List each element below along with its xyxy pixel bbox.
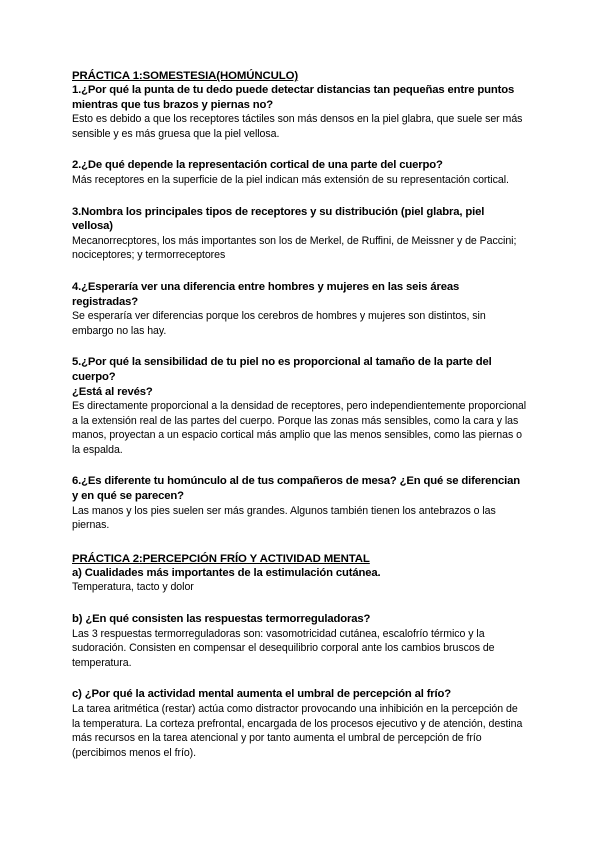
- question-5: 5.¿Por qué la sensibilidad de tu piel no es proporcional al tamaño de la parte del cuerpo?: [72, 356, 492, 383]
- question-block-c: [72, 687, 528, 760]
- answer-6: Las manos y los pies suelen ser más grandes. Algunos también tienen los antebrazos o las piernas.: [72, 504, 496, 532]
- answer-a: Temperatura, tacto y dolor: [72, 581, 194, 594]
- question-4: 4.¿Esperaría ver una diferencia entre hombres y mujeres en las seis áreas registradas?: [72, 280, 460, 308]
- answer-5: Es directamente proporcional a la densidad de receptores, pero independientemente proporcional a la extensión real de las partes del cuerpo. Porque las zonas más sensibles, como la cara y las manos, proyectan a un espacio cortical más amplio que las menos sensibles, como las piernas o la espalda.: [72, 400, 527, 456]
- practice-2-title: PRÁCTICA 2:PERCEPCIÓN FRÍO Y ACTIVIDAD MENTAL: [72, 552, 370, 565]
- question-2: 2.¿De qué depende la representación cortical de una parte del cuerpo?: [72, 159, 443, 172]
- question-block-6: [72, 474, 528, 532]
- practice-1-title: PRÁCTICA 1:SOMESTESIA(HOMÚNCULO): [72, 70, 299, 82]
- question-6: 6.¿Es diferente tu homúnculo al de tus compañeros de mesa? ¿En qué se diferencian y en qué se parecen?: [72, 475, 520, 503]
- document-page: [72, 69, 528, 760]
- question-a: a) Cualidades más importantes de la estimulación cutánea.: [72, 566, 381, 579]
- question-3: 3.Nombra los principales tipos de receptores y su distribución (piel glabra, piel vellosa): [72, 205, 485, 233]
- question-c: c) ¿Por qué la actividad mental aumenta el umbral de percepción al frío?: [72, 688, 452, 701]
- question-block-a: [72, 566, 528, 595]
- answer-1: Esto es debido a que los receptores táctiles son más densos en la piel glabra, que suele ser más sensible y es más gruesa que la piel vellosa.: [72, 113, 523, 140]
- question-block-b: [72, 612, 528, 670]
- question-block-2: [72, 158, 528, 187]
- answer-b: Las 3 respuestas termorreguladoras son: vasomotricidad cutánea, escalofrío térmico y la sudoración. Consisten en compensar el desequilibrio corporal ante los cambios bruscos de temperatura.: [72, 627, 495, 669]
- answer-c: La tarea aritmética (restar) actúa como distractor provocando una inhibición en la percepción de la temperatura. La corteza prefrontal, encargada de los procesos ejecutivo y de atención, destina más recursos en la tarea atencional y por tanto aumenta el umbral de percepción de frío (percibimos menos el frío).: [72, 703, 523, 759]
- question-5-followup: ¿Está al revés?: [72, 385, 153, 398]
- answer-3: Mecanorrecptores, los más importantes son los de Merkel, de Ruffini, de Meissner y de Paccini; nociceptores; y termorreceptores: [72, 234, 517, 262]
- answer-4: Se esperaría ver diferencias porque los cerebros de hombres y mujeres son distintos, sin embargo no las hay.: [72, 310, 486, 337]
- question-block-4: [72, 280, 528, 338]
- question-block-5: [72, 355, 528, 457]
- question-block-3: [72, 205, 528, 263]
- question-b: b) ¿En qué consisten las respuestas termorreguladoras?: [72, 613, 371, 626]
- question-1: 1.¿Por qué la punta de tu dedo puede detectar distancias tan pequeñas entre puntos mientras que tus brazos y piernas no?: [72, 84, 515, 111]
- answer-2: Más receptores en la superficie de la piel indican más extensión de su representación cortical.: [72, 173, 509, 186]
- question-block-1: [72, 83, 528, 141]
